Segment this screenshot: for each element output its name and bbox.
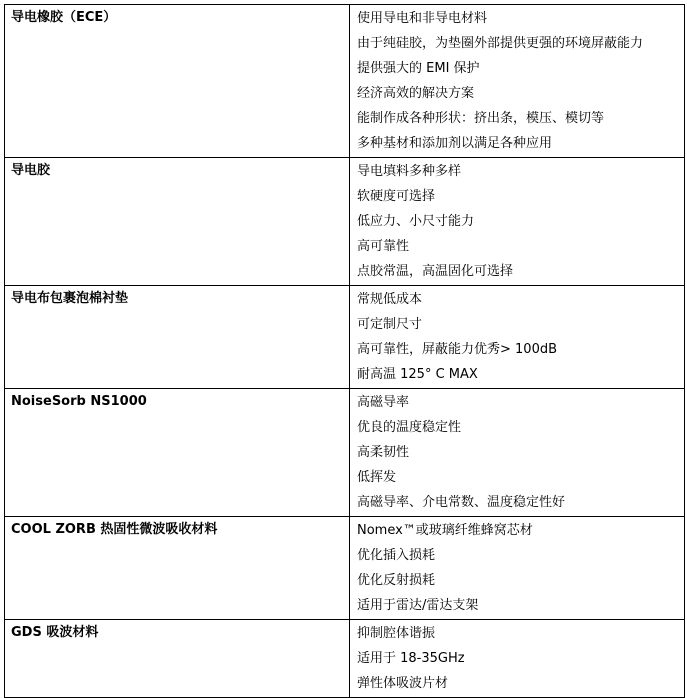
feature-item: 能制作成各种形状：挤出条，模压、模切等 (357, 111, 605, 126)
feature-item: 经济高效的解决方案 (357, 86, 475, 101)
table-row (5, 286, 685, 389)
feature-item: 抑制腔体谐振 (357, 626, 436, 641)
feature-item: 高可靠性 (357, 239, 410, 254)
category-cell: 导电布包裹泡棉衬垫 (5, 286, 350, 389)
feature-item: 导电填料多种多样 (357, 164, 462, 179)
feature-item: 优良的温度稳定性 (357, 420, 462, 435)
feature-item: 弹性体吸波片材 (357, 676, 449, 691)
category-cell: GDS 吸波材料 (5, 620, 350, 698)
feature-list (350, 5, 685, 158)
material-spec-table (4, 4, 685, 698)
feature-item: 点胶常温，高温固化可选择 (357, 264, 514, 279)
feature-item: 高磁导率 (357, 395, 410, 410)
feature-item: 适用于雷达/雷达支架 (357, 598, 479, 613)
feature-list (350, 620, 685, 698)
feature-item: 低应力、小尺寸能力 (357, 214, 475, 229)
feature-item: 高磁导率、介电常数、温度稳定性好 (357, 495, 566, 510)
feature-item: 适用于 18-35GHz (357, 651, 465, 666)
category-cell: 导电胶 (5, 158, 350, 286)
table-row (5, 620, 685, 698)
feature-list (350, 389, 685, 517)
category-cell: 导电橡胶（ECE） (5, 5, 350, 158)
feature-item: 软硬度可选择 (357, 189, 436, 204)
feature-item: 由于纯硅胶，为垫圈外部提供更强的环境屏蔽能力 (357, 36, 644, 51)
table-row (5, 5, 685, 158)
feature-item: Nomex™或玻璃纤维蜂窝芯材 (357, 523, 533, 538)
feature-list (350, 158, 685, 286)
table-row (5, 389, 685, 517)
table-row (5, 158, 685, 286)
feature-item: 高可靠性，屏蔽能力优秀> 100dB (357, 342, 558, 357)
feature-item: 耐高温 125° C MAX (357, 367, 478, 382)
category-cell: NoiseSorb NS1000 (5, 389, 350, 517)
table-row (5, 517, 685, 620)
feature-item: 高柔韧性 (357, 445, 410, 460)
feature-list (350, 517, 685, 620)
feature-item: 使用导电和非导电材料 (357, 11, 488, 26)
feature-item: 常规低成本 (357, 292, 423, 307)
feature-item: 优化插入损耗 (357, 548, 436, 563)
feature-item: 多种基材和添加剂以满足各种应用 (357, 136, 553, 151)
feature-item: 低挥发 (357, 470, 397, 485)
feature-item: 可定制尺寸 (357, 317, 423, 332)
feature-item: 提供强大的 EMI 保护 (357, 61, 480, 76)
category-cell: COOL ZORB 热固性微波吸收材料 (5, 517, 350, 620)
feature-item: 优化反射损耗 (357, 573, 436, 588)
feature-list (350, 286, 685, 389)
